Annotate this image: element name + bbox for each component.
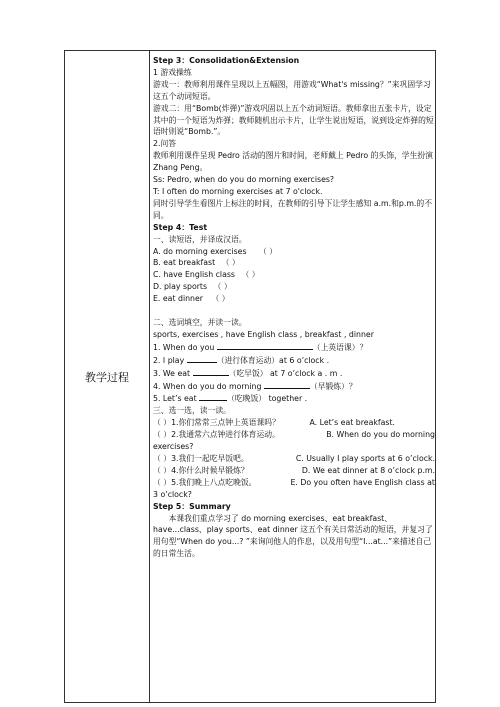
fill-item: 3. We eat （吃早饭） at 7 o’clock a . m . <box>153 368 343 378</box>
test-part-one: 一、读短语，并译成汉语。 <box>153 234 247 244</box>
test-part-two: 二、选词填空，并读一读。 <box>153 318 247 328</box>
fill-item: 4. When do you do morning （早锻炼）？ <box>153 381 357 391</box>
fill-item: 1. When do you （上英语课）？ <box>153 342 368 352</box>
teacher-line: T: I often do morning exercises at 7 o'clock. <box>153 186 323 196</box>
phrase-item: A. do morning exercises （ ） <box>153 246 278 256</box>
step5-title: Step 5：Summary <box>153 501 231 511</box>
lesson-table <box>64 50 436 703</box>
match-row-continued: 3 o’clock? <box>153 489 192 499</box>
summary-text: 本课我们重点学习了 do morning exercises、eat breakfast、have...class、play sports、eat dinner 这五个有关日常活动的短语，并复习了用句型“When do you...? ”来询问他人的作息，以及用句型“I...at...”来描述自己的日常生活。 <box>153 513 433 559</box>
step3-title: Step 3：Consolidation&Extension <box>153 56 300 65</box>
guide-text: 同时引导学生看图片上标注的时间，在教师的引导下让学生感知 a.m.和p.m.的不同。 <box>153 198 433 220</box>
content-cell <box>153 55 435 560</box>
match-row: （ ）1.你们常常三点钟上英语课吗？ A. Let’s eat breakfast. <box>153 418 395 428</box>
match-row-continued: exercises? <box>153 442 194 452</box>
column-divider <box>149 51 150 702</box>
qa-heading: 2.问答 <box>153 139 177 149</box>
phrase-item: B. eat breakfast （ ） <box>153 258 240 268</box>
test-part-three: 三、选一选，读一读。 <box>153 406 231 416</box>
fill-item: 2. I play （进行体育运动）at 6 o’clock . <box>153 355 330 365</box>
student-line: Ss: Pedro, when do you do morning exercises? <box>153 175 335 185</box>
section-label: 教学过程 <box>85 370 129 384</box>
step4-title: Step 4：Test <box>153 222 208 232</box>
match-row: （ ）2.我通常六点钟进行体育运动。 B. When do you do morning <box>153 430 435 440</box>
match-row: （ ）5.我们晚上八点吃晚饭。 E. Do you often have English class at <box>153 477 435 487</box>
left-column <box>65 51 149 702</box>
phrase-item: C. have English class （ ） <box>153 270 260 280</box>
fill-item: 5. Let’s eat （吃晚饭） together . <box>153 394 308 404</box>
game-one-text: 游戏一：教师利用课件呈现以上五幅图，用游戏“What's missing？”来巩固学习这五个动词短语。 <box>153 79 431 101</box>
game-two-text: 游戏二：用“Bomb(炸弹)”游戏巩固以上五个动词短语。教师拿出五张卡片，设定其中的一个短语为炸弹；教师随机出示卡片，让学生说出短语，说到设定炸弹的短语时则说“Bomb.”。 <box>153 103 434 137</box>
qa-intro: 教师利用课件呈现 Pedro 活动的图片和时间，老师戴上 Pedro 的头饰，学生扮演 Zhang Peng。 <box>153 151 433 173</box>
match-row: （ ）3.我们一起吃早饭吧。 C. Usually I play sports at 6 o’clock. <box>153 454 435 463</box>
word-bank: sports, exercises , have English class , breakfast , dinner <box>153 329 374 339</box>
phrase-item: E. eat dinner （ ） <box>153 294 230 304</box>
phrase-item: D. play sports （ ） <box>153 282 232 292</box>
game-practice-heading: 1 游戏操练 <box>153 67 192 77</box>
match-row: （ ）4.你什么时候早锻炼？ D. We eat dinner at 8 o’clock p.m. <box>153 465 435 475</box>
